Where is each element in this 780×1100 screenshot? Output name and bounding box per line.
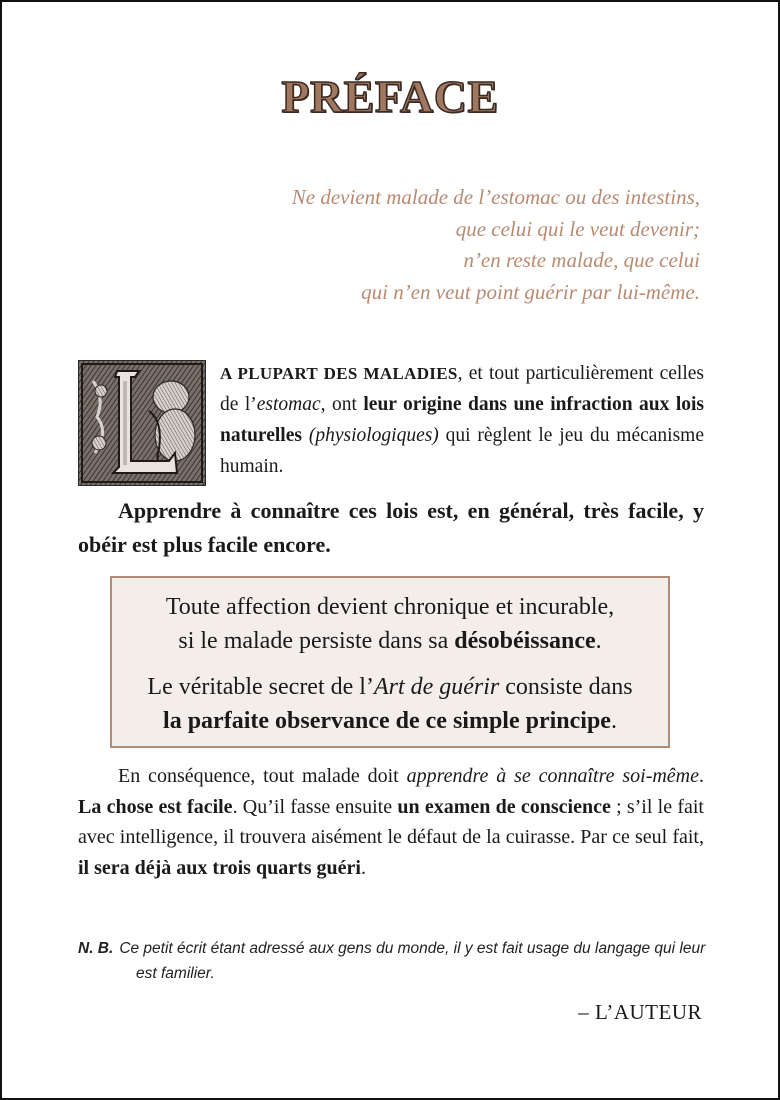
intro-text-segment: , ont — [320, 394, 364, 415]
para-text: En conséquence, tout malade doit — [118, 765, 407, 787]
para-text: . Qu’il fasse ensuite — [232, 795, 398, 818]
epigraph — [180, 182, 700, 308]
para-text: ; s’il le fait avec intelligence, il trouvera aisément le défaut de la cuirasse. Par ce seul fait, — [78, 795, 704, 849]
para-bold-phrase: un examen de conscience — [397, 795, 611, 818]
highlight-box-line-2 — [112, 670, 668, 738]
intro-text-segment — [302, 425, 309, 446]
epigraph-line: que celui qui le veut devenir; — [455, 216, 700, 241]
box-text: . — [595, 628, 602, 654]
box-text: consiste dans — [499, 674, 633, 700]
intro-text-segment: , et tout particulièrement celles de l’ — [220, 363, 704, 415]
intro-emphasis: (physiologiques) — [308, 425, 439, 446]
nota-bene-text: Ce petit écrit étant adressé aux gens du monde, il y est fait usage du langage qui leur est familier. — [119, 940, 706, 982]
nota-bene-label: N. B. — [78, 940, 114, 957]
para-text: . — [699, 765, 704, 787]
para-text: . — [360, 856, 366, 879]
para-bold-phrase: La chose est facile — [78, 795, 233, 818]
epigraph-line: n’en reste malade, que celui — [463, 248, 700, 272]
page-title: PRÉFACE — [281, 71, 499, 122]
epigraph-line: Ne devient malade de l’estomac ou des intestins, — [291, 185, 700, 209]
intro-emphasis: estomac — [256, 394, 321, 415]
box-bold-word: désobéissance — [454, 628, 596, 654]
intro-bold-phrase: leur origine dans une infraction aux lois naturelles — [220, 394, 704, 446]
box-italic-phrase: Art de guérir — [373, 674, 500, 700]
conclusion-paragraph — [78, 761, 704, 883]
box-text: Toute affection devient chronique et incurable, — [165, 594, 615, 620]
para-italic-phrase: apprendre à se connaître soi-même — [406, 765, 699, 787]
key-statement-paragraph: Apprendre à connaître ces lois est, en général, très facile, y obéir est plus facile encore. — [78, 498, 704, 557]
nota-bene-note — [78, 936, 706, 986]
intro-lead-words: A PLUPART DES MALADIES — [220, 364, 458, 383]
intro-text-segment: qui règlent le jeu du mécanisme humain. — [220, 425, 704, 477]
para-bold-phrase: il sera déjà aux trois quarts guéri — [78, 856, 361, 879]
author-signature: – L’AUTEUR — [578, 1000, 702, 1024]
epigraph-line: qui n’en veut point guérir par lui-même. — [361, 279, 700, 304]
intro-paragraph-block — [78, 358, 704, 486]
highlight-box — [110, 576, 670, 748]
box-text: Le véritable secret de l’ — [147, 674, 374, 700]
highlight-box-line-1 — [112, 590, 668, 658]
box-text: . — [610, 708, 617, 734]
ornamental-dropcap-l — [78, 360, 206, 486]
box-bold-phrase: la parfaite observance de ce simple principe — [163, 708, 611, 734]
box-text: si le malade persiste dans sa — [178, 628, 455, 654]
